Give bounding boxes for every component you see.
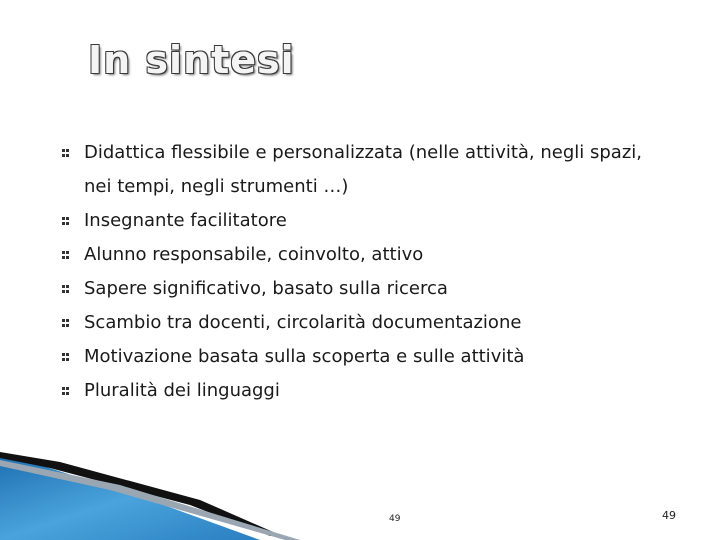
bullet-item [62,374,662,408]
bullet-text: Pluralità dei linguaggi [84,380,280,401]
bullet-icon [62,251,72,260]
bullet-item [62,238,662,272]
slide-title: In sintesi [88,38,295,82]
blue-wedge [0,455,260,540]
page-number-right: 49 [662,509,676,522]
page-number-center: 49 [389,514,401,524]
bullet-icon [62,387,72,396]
bullet-text: Motivazione basata sulla scoperta e sulle attività [84,346,525,367]
bullet-item [62,306,662,340]
bullet-item [62,340,662,374]
bullet-icon [62,149,72,158]
bullet-item [62,204,662,238]
bullet-icon [62,353,72,362]
bullet-icon [62,285,72,294]
bullet-item [62,136,662,204]
bullet-list [62,136,662,408]
bullet-icon [62,217,72,226]
bullet-text: Insegnante facilitatore [84,210,287,231]
bullet-text: Didattica flessibile e personalizzata (nelle attività, negli spazi, nei tempi, negli strumenti …) [84,142,643,197]
bullet-text: Alunno responsabile, coinvolto, attivo [84,244,424,265]
bullet-text: Sapere significativo, basato sulla ricerca [84,278,448,299]
bullet-item [62,272,662,306]
bullet-text: Scambio tra docenti, circolarità documentazione [84,312,522,333]
bullet-icon [62,319,72,328]
